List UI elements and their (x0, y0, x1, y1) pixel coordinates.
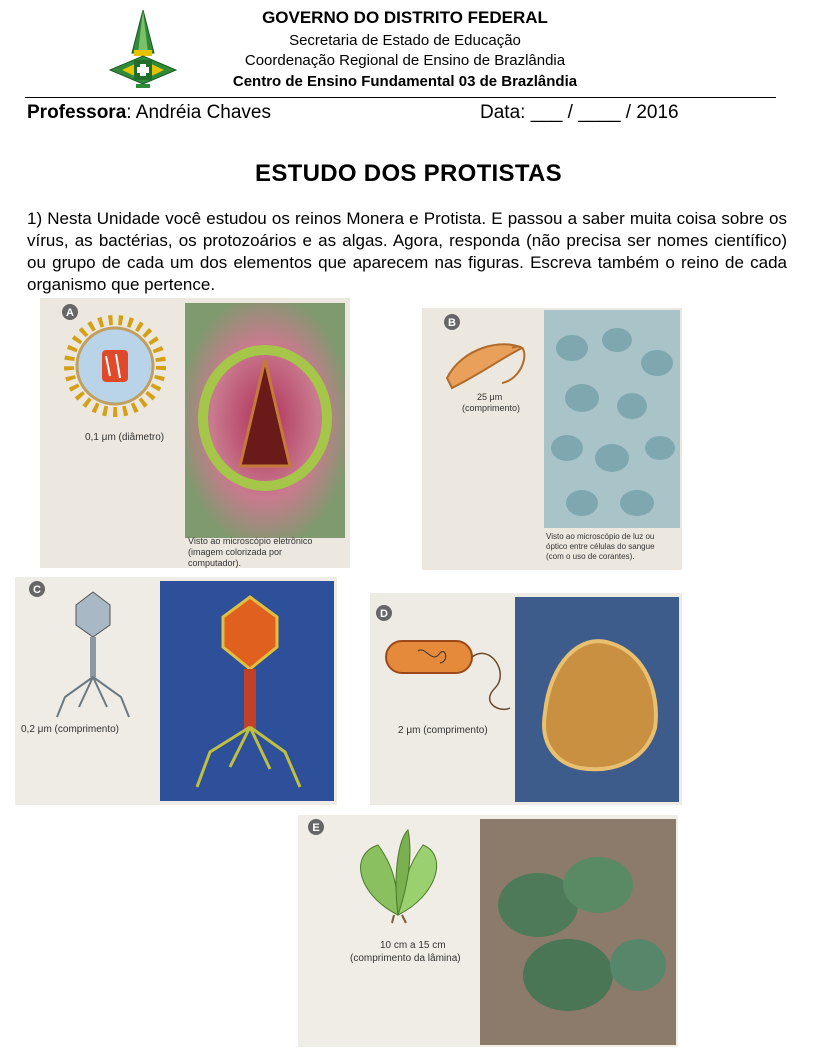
header-regional: Coordenação Regional de Ensino de Brazlândia (244, 52, 566, 69)
gdf-emblem (108, 8, 178, 92)
header-government: GOVERNO DO DISTRITO FEDERAL (262, 8, 548, 27)
teacher-line: Professora: Andréia Chaves (27, 102, 271, 123)
date-label: Data: (480, 102, 526, 123)
figure-a-virus (40, 298, 350, 568)
figure-b-letter: B (448, 317, 456, 329)
header-school: Centro de Ensino Fundamental 03 de Brazlândia (232, 73, 578, 90)
figure-c-measure: 0,2 μm (comprimento) (21, 724, 120, 735)
figure-e-letter: E (312, 822, 320, 834)
figure-c-letter: C (33, 584, 41, 596)
figure-e-alga (298, 815, 678, 1047)
page-title: ESTUDO DOS PROTISTAS (255, 160, 562, 187)
figure-b-caption-2: óptico entre células do sangue (546, 542, 655, 551)
teacher-label: Professora (27, 102, 127, 123)
date-line (480, 102, 679, 124)
question-1: 1) Nesta Unidade você estudou os reinos Monera e Protista. E passou a saber muita coisa sobre os vírus, as bactérias, os protozoários e as algas. Agora, responda (não precisa ser nomes científico) ou grupo de cada um dos elementos que aparecem nas figuras. Escreva também o reino de cada organismo que pertence. (27, 209, 787, 294)
header-divider (25, 97, 776, 98)
figure-d-letter: D (380, 608, 388, 620)
teacher-name: Andréia Chaves (135, 102, 271, 123)
date-blanks: ___ / ____ / 2016 (530, 102, 679, 123)
figure-a-measure: 0,1 μm (diâmetro) (85, 432, 165, 443)
figure-b-caption-1: Visto ao microscópio de luz ou (546, 532, 655, 541)
figure-b-measure-2: (comprimento) (462, 403, 521, 413)
figure-a-caption-3: computador). (188, 558, 242, 568)
figure-e-measure-2: (comprimento da lâmina) (350, 953, 461, 964)
figure-a-letter: A (66, 307, 74, 319)
figure-d-bacterium (370, 593, 682, 805)
figure-b-caption-3: (com o uso de corantes). (546, 552, 635, 561)
figure-b-measure-1: 25 μm (477, 392, 503, 402)
figure-a-caption-1: Visto ao microscópio eletrônico (188, 536, 313, 546)
figure-d-measure: 2 μm (comprimento) (398, 725, 488, 736)
figure-a-caption-2: (imagem colorizada por (188, 547, 283, 557)
figure-c-bacteriophage (15, 577, 337, 805)
figure-e-measure-1: 10 cm a 15 cm (380, 940, 446, 951)
figure-b-protozoan (422, 308, 682, 570)
header-secretariat: Secretaria de Estado de Educação (289, 32, 521, 49)
